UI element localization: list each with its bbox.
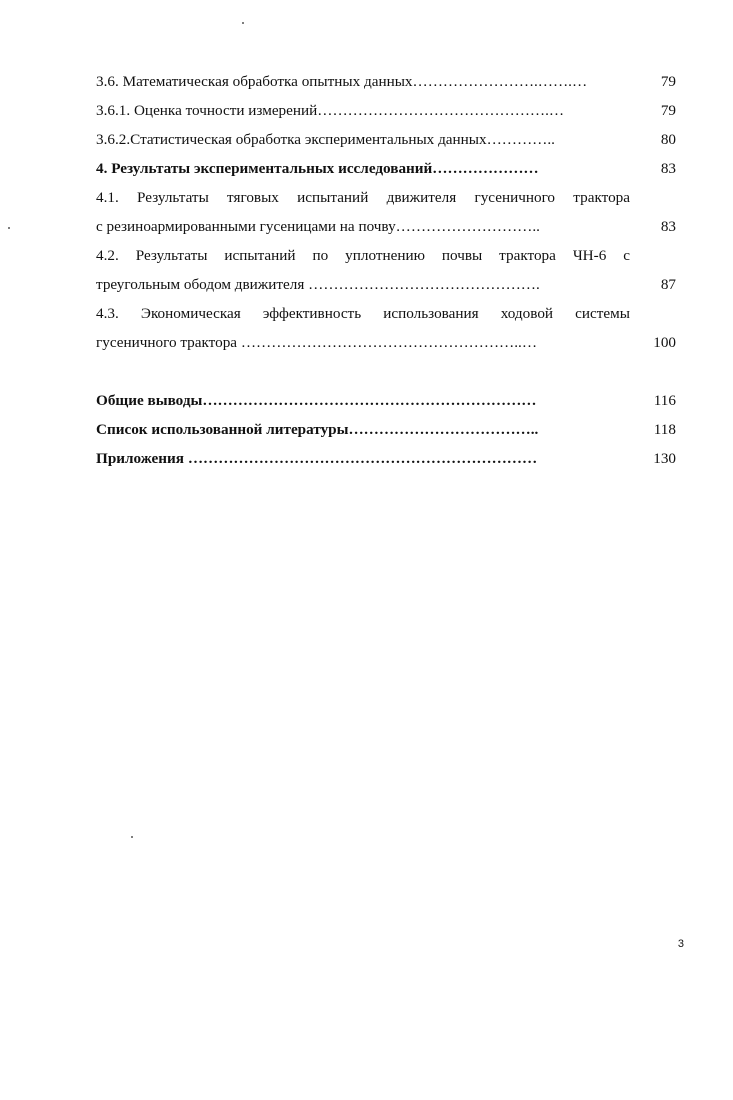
toc-page-3-6-2: 80 [660,131,676,148]
toc-entry-3-6: 3.6. Математическая обработка опытных данных…………………….…….… [96,73,588,90]
toc-entry-4: 4. Результаты экспериментальных исследований………………… [96,160,539,177]
toc-entry-4-3-line2: гусеничного трактора ………………………………………………..… [96,334,538,351]
toc-entry-3-6-2: 3.6.2.Статистическая обработка экспериментальных данных………….. [96,131,555,148]
toc-entry-3-6-1: 3.6.1. Оценка точности измерений……………………………………….… [96,102,565,119]
toc-entry-conclusions: Общие выводы………………………………………………………… [96,392,537,409]
scan-speck [242,22,244,24]
toc-entry-4-2-line2: треугольным ободом движителя ………………………………………. [96,276,540,293]
toc-entry-appendices: Приложения …………………………………………………………… [96,450,538,467]
toc-page-3-6: 79 [660,73,676,90]
toc-entry-references: Список использованной литературы……………………………….. [96,421,539,438]
toc-page-4-3: 100 [653,334,676,351]
page-number: 3 [677,938,684,950]
toc-page-conclusions: 116 [653,392,676,409]
toc-entry-4-2-line1: 4.2. Результаты испытаний по уплотнению почвы трактора ЧН-6 с [96,247,630,264]
toc-page-4-2: 87 [660,276,676,293]
toc-entry-4-3-line1: 4.3. Экономическая эффективность использования ходовой системы [96,305,630,322]
toc-entry-4-1-line2: с резиноармированными гусеницами на почву……………………….. [96,218,540,235]
scan-speck [8,227,10,229]
toc-page-references: 118 [653,421,676,438]
toc-entry-4-1-line1: 4.1. Результаты тяговых испытаний движителя гусеничного трактора [96,189,630,206]
scan-speck [131,836,133,838]
toc-page-3-6-1: 79 [660,102,676,119]
toc-page-4: 83 [660,160,676,177]
toc-page-appendices: 130 [653,450,676,467]
toc-page-4-1: 83 [660,218,676,235]
